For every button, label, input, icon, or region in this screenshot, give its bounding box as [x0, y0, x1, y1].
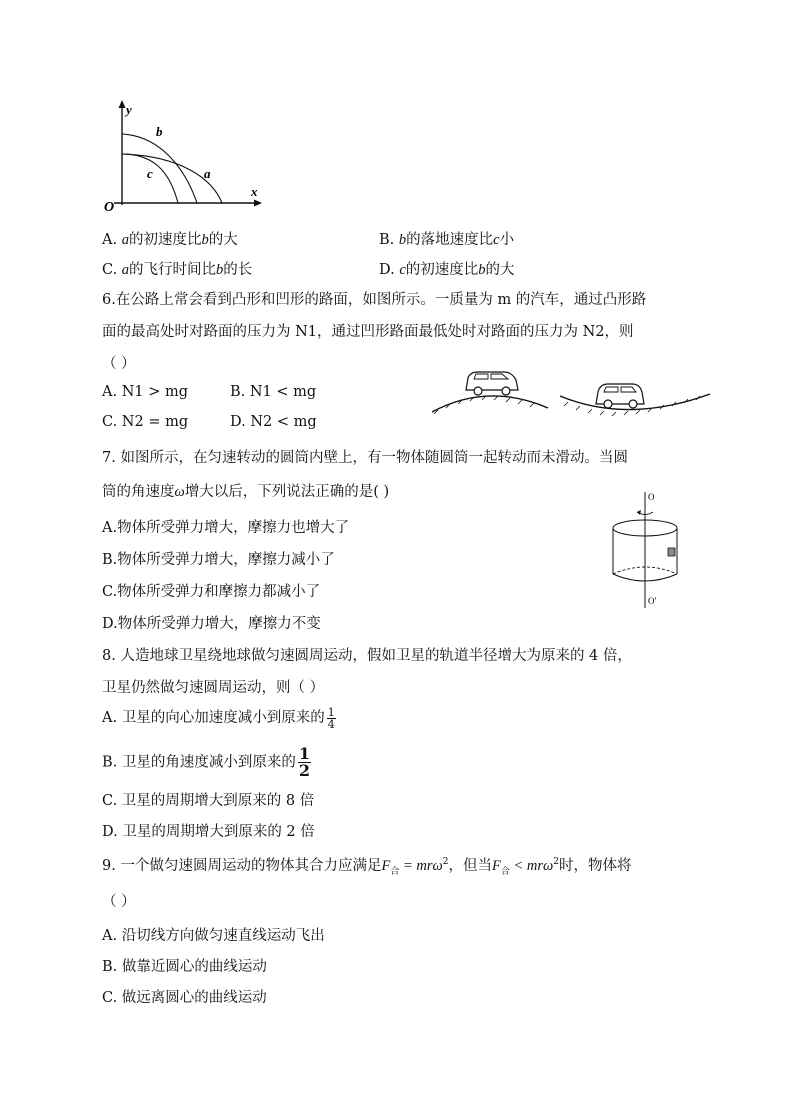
q7-option-c: C.物体所受弹力和摩擦力都减小了	[102, 584, 321, 600]
curve-c-label: c	[147, 166, 153, 181]
q6-stem-line1: 6.在公路上常会看到凸形和凹形的路面，如图所示。一质量为 m 的汽车，通过凸形路	[102, 292, 647, 308]
q7-option-a: A.物体所受弹力增大，摩擦力也增大了	[102, 520, 350, 536]
q8-stem-line1: 8. 人造地球卫星绕地球做匀速圆周运动，假如卫星的轨道半径增大为原来的 4 倍，	[102, 648, 632, 664]
q7-stem-line1: 7. 如图所示，在匀速转动的圆筒内壁上，有一物体随圆筒一起转动而未滑动。当圆	[102, 450, 628, 466]
q8-stem-line2: 卫星仍然做匀速圆周运动，则（ ）	[102, 680, 325, 696]
q5-option-d: D. c的初速度比b的大	[379, 262, 515, 278]
q9-option-a: A. 沿切线方向做匀速直线运动飞出	[102, 928, 325, 944]
rotating-cylinder-figure	[605, 490, 685, 612]
q7-option-d: D.物体所受弹力增大，摩擦力不变	[102, 616, 321, 632]
q6-option-d: D. N2 < mg	[230, 414, 317, 430]
q9-option-b: B. 做靠近圆心的曲线运动	[102, 959, 267, 975]
curve-b	[122, 134, 197, 203]
q7-option-b: B.物体所受弹力增大，摩擦力减小了	[102, 552, 335, 568]
q6-stem-line2: 面的最高处时对路面的压力为 N1，通过凹形路面最低处时对路面的压力为 N2，则	[102, 324, 634, 340]
q6-option-c: C. N2 = mg	[102, 414, 189, 430]
q8-option-d: D. 卫星的周期增大到原来的 2 倍	[102, 824, 315, 840]
axis-y-label: y	[126, 102, 132, 117]
q6-option-a: A. N1 > mg	[102, 384, 189, 400]
q6-option-b: B. N1 < mg	[230, 384, 317, 400]
q9-answer-blank: （ ）	[102, 894, 136, 910]
q8-option-c: C. 卫星的周期增大到原来的 8 倍	[102, 793, 315, 809]
car-on-concave-road	[596, 384, 644, 408]
axis-top-label: O	[648, 492, 655, 502]
axis-bottom-label: O'	[648, 596, 657, 606]
q5-option-b: B. b的落地速度比c小	[379, 232, 515, 248]
fraction-one-half: $\frac{1}{2}$	[298, 744, 311, 780]
road-cars-figure	[428, 364, 714, 416]
q9-option-c: C. 做远离圆心的曲线运动	[102, 990, 267, 1006]
q7-stem-line2: 筒的角速度ω增大以后，下列说法正确的是( )	[102, 484, 390, 500]
q8-option-b: B. 卫星的角速度减小到原来的 $\frac{1}{2}$	[102, 744, 311, 780]
q5-option-c: C. a的飞行时间比b的长	[102, 262, 253, 278]
object-block	[668, 548, 675, 556]
origin-label: O	[104, 200, 115, 213]
q6-answer-blank: （ ）	[102, 356, 136, 372]
curve-b-label: b	[156, 124, 163, 139]
curve-a-label: a	[204, 166, 211, 181]
q9-stem-line1: 9. 一个做匀速圆周运动的物体其合力应满足$F_合 = mr\omega^2$，但当$F_合 < mr\omega^2$时，物体将	[102, 857, 632, 877]
q8-option-a: A. 卫星的向心加速度减小到原来的 $\frac{1}{4}$	[102, 705, 335, 731]
axis-x-label: x	[251, 184, 258, 199]
omega-symbol: ω	[174, 484, 185, 500]
fraction-one-quarter: $\frac{1}{4}$	[327, 705, 335, 731]
car-on-convex-road	[466, 372, 518, 395]
q5-option-a: A. a的初速度比b的大	[102, 232, 238, 248]
trajectory-graph	[100, 98, 270, 213]
